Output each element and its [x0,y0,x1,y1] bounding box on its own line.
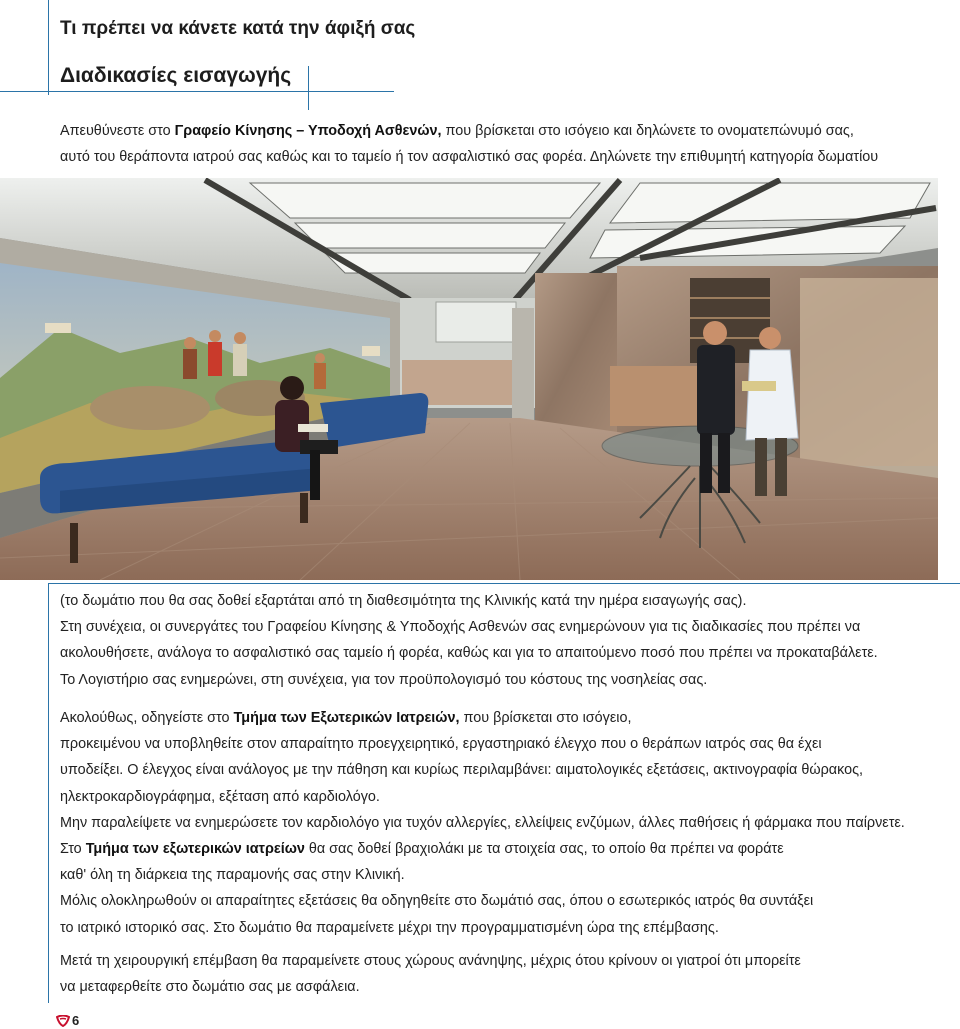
text-line: Στη συνέχεια, οι συνεργάτες του Γραφείου Κίνησης & Υποδοχής Ασθενών σας ενημερώνουν για τις διαδικασίες που πρέπει να [60,619,861,636]
text-line: υποδείξει. Ο έλεγχος είναι ανάλογος με την πάθηση και κυρίως περιλαμβάνει: αιματολογικές εξετάσεις, ακτινογραφία θώρακος, [60,762,864,779]
intro-line-2: αυτό του θεράποντα ιατρού σας καθώς και το ταμείο ή τον ασφαλιστικό σας φορέα. Δηλώνετε την επιθυμητή κατηγορία δωματίου [60,149,879,166]
page-number-text: 6 [72,1013,80,1028]
text-run: που βρίσκεται στο ισόγειο, [459,710,632,726]
text-line: Το Λογιστήριο σας ενημερώνει, στη συνέχεια, για τον προϋπολογισμό του κόστους της νοσηλείας σας. [60,671,708,688]
department-name: Τμήμα των εξωτερικών ιατρείων [85,841,305,858]
page-title: Τι πρέπει να κάνετε κατά την άφιξή σας [60,18,416,39]
text-line [60,836,905,862]
text-line: Μετά τη χειρουργική επέμβαση θα παραμείνετε στους χώρους ανάνηψης, μέχρις ότου κρίνουν οι γιατροί ότι μπορείτε [60,953,801,969]
text-line [60,705,905,731]
lobby-photo [0,178,938,580]
post-surgery-paragraph [60,948,801,1000]
text-line: προκειμένου να υποβληθείτε στον απαραίτητο προεγχειρητικό, εργαστηριακό έλεγχο που ο θεράπων ιατρός σας θα έχει [60,736,822,753]
frame-line-title-horizontal [0,91,394,92]
procedure-paragraph [60,588,878,693]
page-number [56,1013,79,1028]
frame-line-text-vertical [48,583,49,1003]
text-run: Στο [60,841,86,858]
intro-text: Απευθύνεστε στο [60,123,175,139]
text-line: (το δωμάτιο που θα σας δοθεί εξαρτάται από τη διαθεσιμότητα της Κλινικής κατά την ημέρα εισαγωγής σας). [60,593,747,609]
section-title: Διαδικασίες εισαγωγής [60,64,292,87]
text-line: καθ' όλη τη διάρκεια της παραμονής σας στην Κλινική. [60,867,405,884]
text-line: Μόλις ολοκληρωθούν οι απαραίτητες εξετάσεις θα οδηγηθείτε στο δωμάτιό σας, όπου ο εσωτερικός ιατρός θα συντάξει [60,893,814,910]
frame-line-top-left-vertical [48,0,49,95]
department-name: Τμήμα των Εξωτερικών Ιατρειών, [233,710,460,726]
intro-paragraph [60,118,878,170]
text-line: να μεταφερθείτε στο δωμάτιο σας με ασφάλεια. [60,979,360,996]
clinic-logo-icon [56,1015,70,1027]
frame-line-photo-horizontal [48,583,960,584]
text-line: το ιατρικό ιστορικό σας. Στο δωμάτιο θα παραμείνετε μέχρι την προγραμματισμένη ώρα της επέμβασης. [60,919,719,936]
text-line: Μην παραλείψετε να ενημερώσετε τον καρδιολόγο για τυχόν αλλεργίες, ελλείψεις ενζύμων, άλλες παθήσεις ή φάρμακα που παίρνετε. [60,814,905,831]
text-line: ηλεκτροκαρδιογράφημα, εξέταση από καρδιολόγο. [60,788,380,805]
text-line: ακολουθήσετε, ανάλογα το ασφαλιστικό σας ταμείο ή φορέα, καθώς και για το απαιτούμενο ποσό που πρέπει να προκαταβάλετε. [60,645,878,662]
text-run: Ακολούθως, οδηγείστε στο [60,710,234,726]
intro-text: που βρίσκεται στο ισόγειο και δηλώνετε το ονοματεπώνυμό σας, [441,123,854,139]
text-run: θα σας δοθεί βραχιολάκι με τα στοιχεία σας, το οποίο θα πρέπει να φοράτε [304,841,784,858]
frame-line-title-vertical [308,66,309,110]
outpatient-paragraph [60,705,905,941]
office-name: Γραφείο Κίνησης – Υποδοχή Ασθενών, [174,123,442,139]
intro-line-1 [60,118,878,144]
